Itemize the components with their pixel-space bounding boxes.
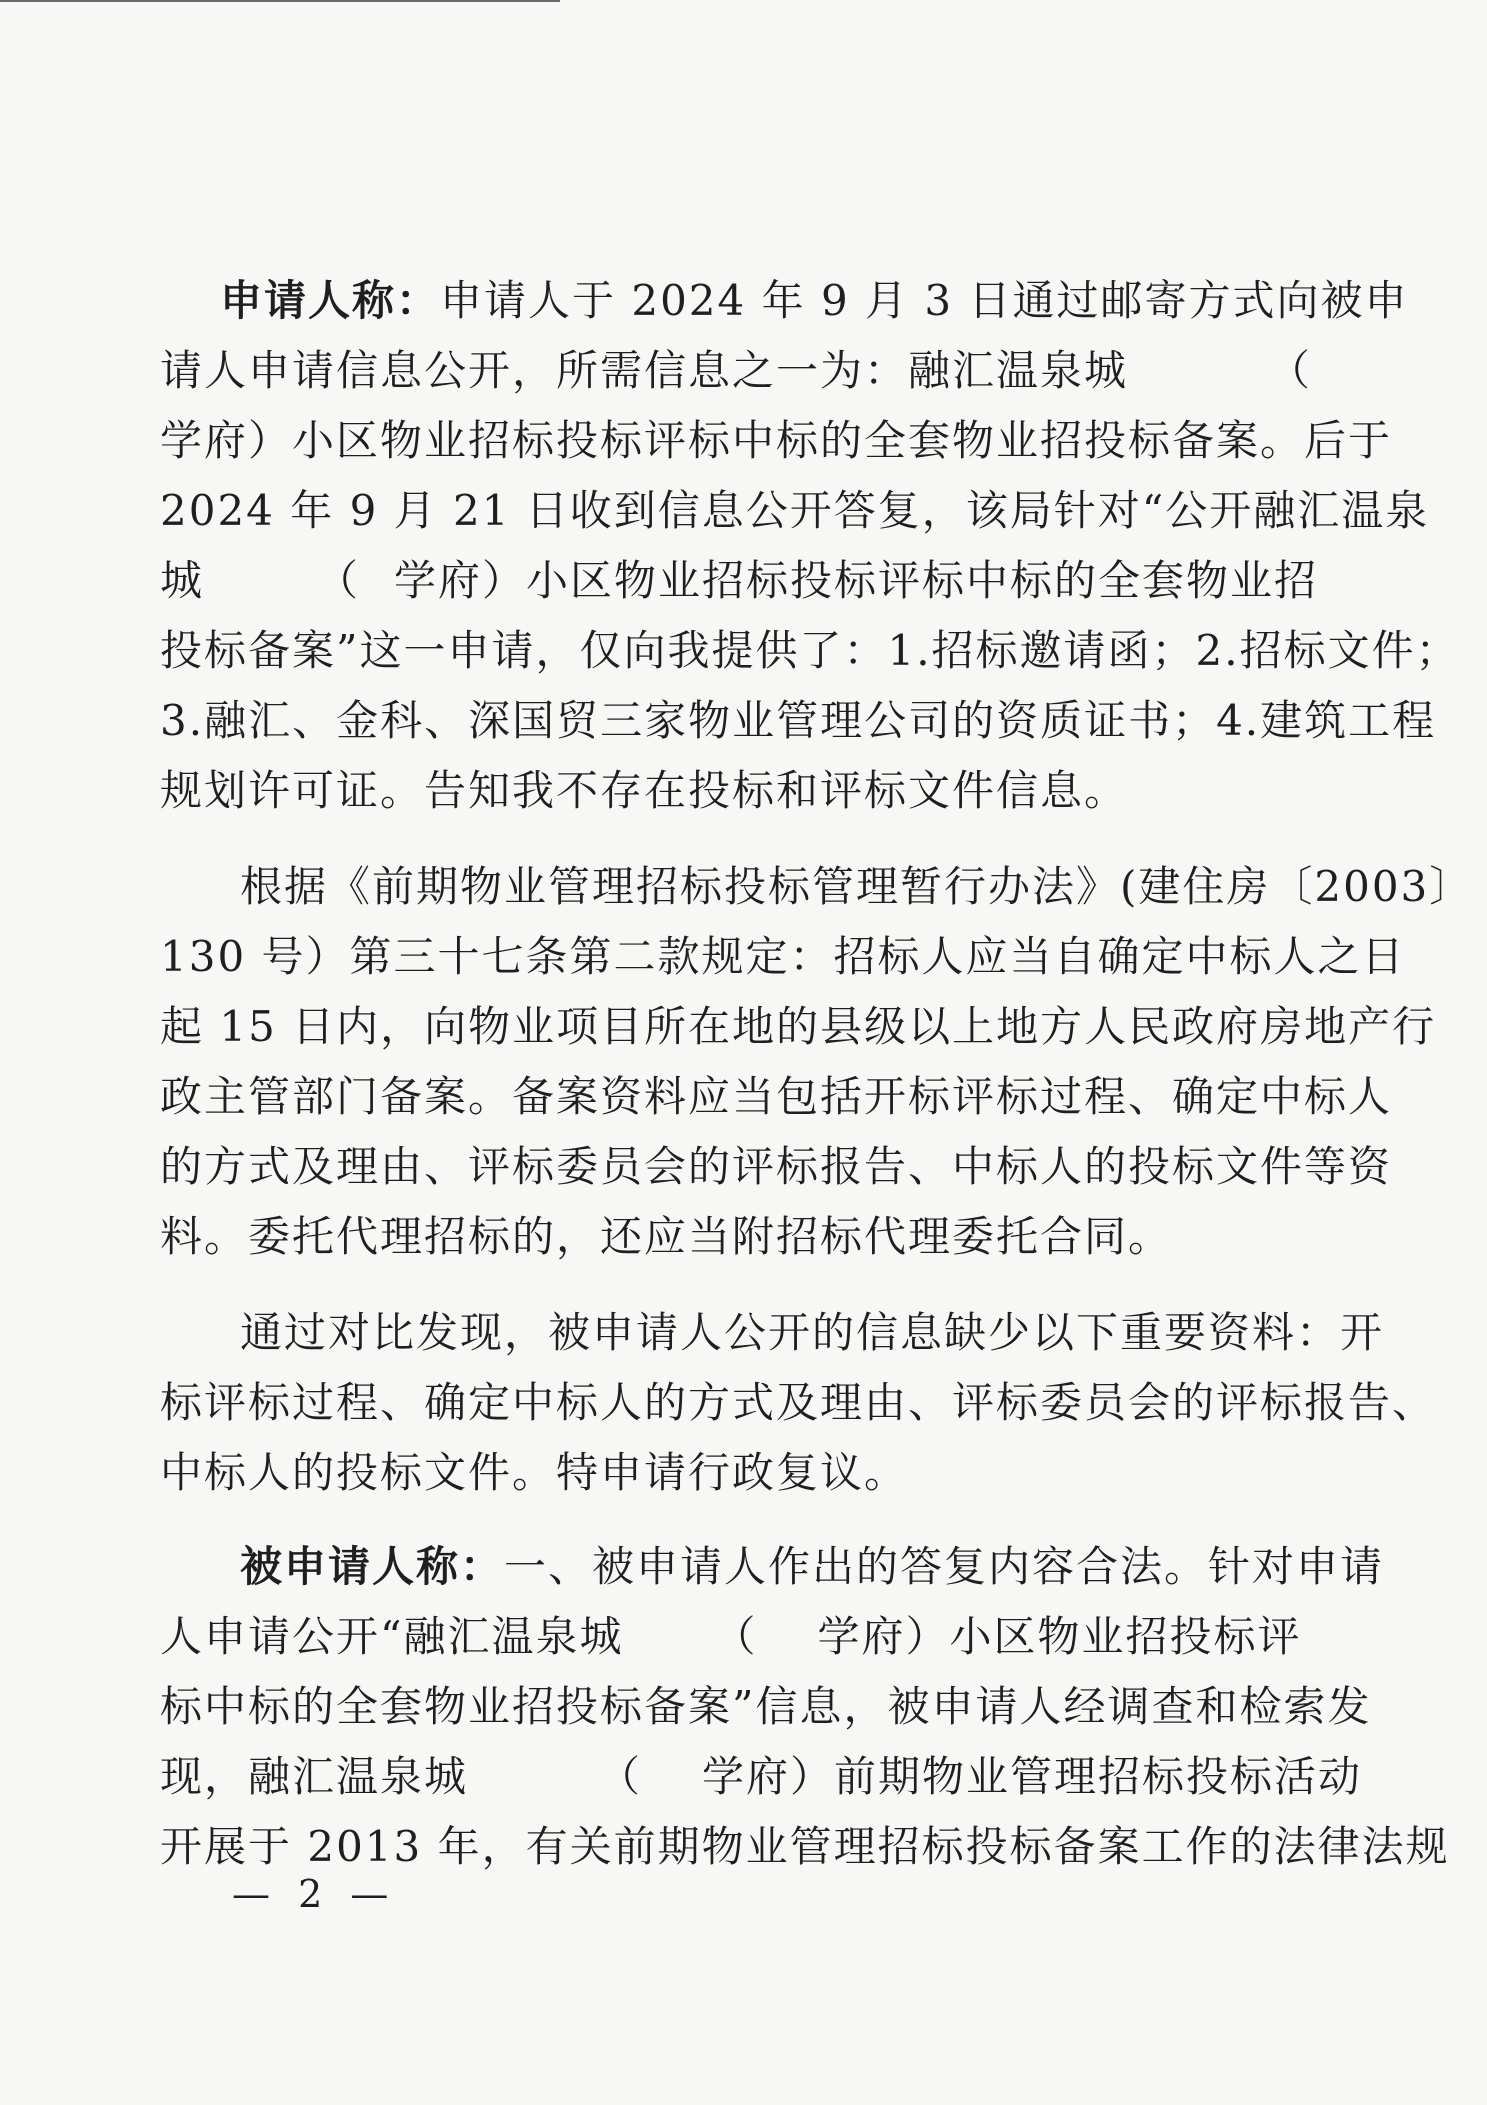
paragraph-line: 开展于 2013 年，有关前期物业管理招标投标备案工作的法律法规 xyxy=(160,1822,1450,1871)
paragraph-line: 投标备案”这一申请，仅向我提供了：1.招标邀请函；2.招标文件； xyxy=(160,626,1460,675)
paragraph-line: 2024 年 9 月 21 日收到信息公开答复，该局针对“公开融汇温泉 xyxy=(160,486,1430,535)
page-number: — 2 — xyxy=(232,1872,397,1916)
paragraph-line: 标评标过程、确定中标人的方式及理由、评标委员会的评标报告、 xyxy=(160,1378,1437,1427)
paragraph-line: 请人申请信息公开，所需信息之一为：融汇温泉城 （ xyxy=(160,346,1313,395)
paragraph-line: 学府）小区物业招标投标评标中标的全套物业招投标备案。后于 xyxy=(160,416,1393,465)
paragraph-line: 现，融汇温泉城 （ 学府）前期物业管理招标投标活动 xyxy=(160,1752,1363,1801)
paragraph-line: 城 （ 学府）小区物业招标投标评标中标的全套物业招 xyxy=(160,556,1319,605)
paragraph-line: 中标人的投标文件。特申请行政复议。 xyxy=(160,1448,909,1497)
paragraph-line: 起 15 日内，向物业项目所在地的县级以上地方人民政府房地产行 xyxy=(160,1002,1437,1051)
paragraph-line: 130 号）第三十七条第二款规定：招标人应当自确定中标人之日 xyxy=(160,932,1406,981)
paragraph-line: 通过对比发现，被申请人公开的信息缺少以下重要资料：开 xyxy=(240,1308,1385,1357)
paragraph-line: 规划许可证。告知我不存在投标和评标文件信息。 xyxy=(160,766,1129,815)
paragraph-line: 政主管部门备案。备案资料应当包括开标评标过程、确定中标人 xyxy=(160,1072,1393,1121)
paragraph-line: 料。委托代理招标的，还应当附招标代理委托合同。 xyxy=(160,1212,1173,1261)
respondent-label: 被申请人称： xyxy=(240,1542,505,1591)
paragraph-line: 3.融汇、金科、深国贸三家物业管理公司的资质证书；4.建筑工程 xyxy=(160,696,1437,745)
paragraph-line: 被申请人称：一、被申请人作出的答复内容合法。针对申请 xyxy=(240,1542,1385,1591)
paragraph-line: 人申请公开“融汇温泉城 （ 学府）小区物业招投标评 xyxy=(160,1612,1302,1661)
paragraph-line: 的方式及理由、评标委员会的评标报告、中标人的投标文件等资 xyxy=(160,1142,1393,1191)
paragraph-line: 申请人称：申请人于 2024 年 9 月 3 日通过邮寄方式向被申 xyxy=(220,276,1409,325)
scan-top-edge xyxy=(0,0,560,2)
paragraph-line: 标中标的全套物业招投标备案”信息，被申请人经调查和检索发 xyxy=(160,1682,1372,1731)
applicant-label: 申请人称： xyxy=(220,276,441,325)
paragraph-line: 根据《前期物业管理招标投标管理暂行办法》(建住房〔2003〕 xyxy=(240,862,1474,911)
